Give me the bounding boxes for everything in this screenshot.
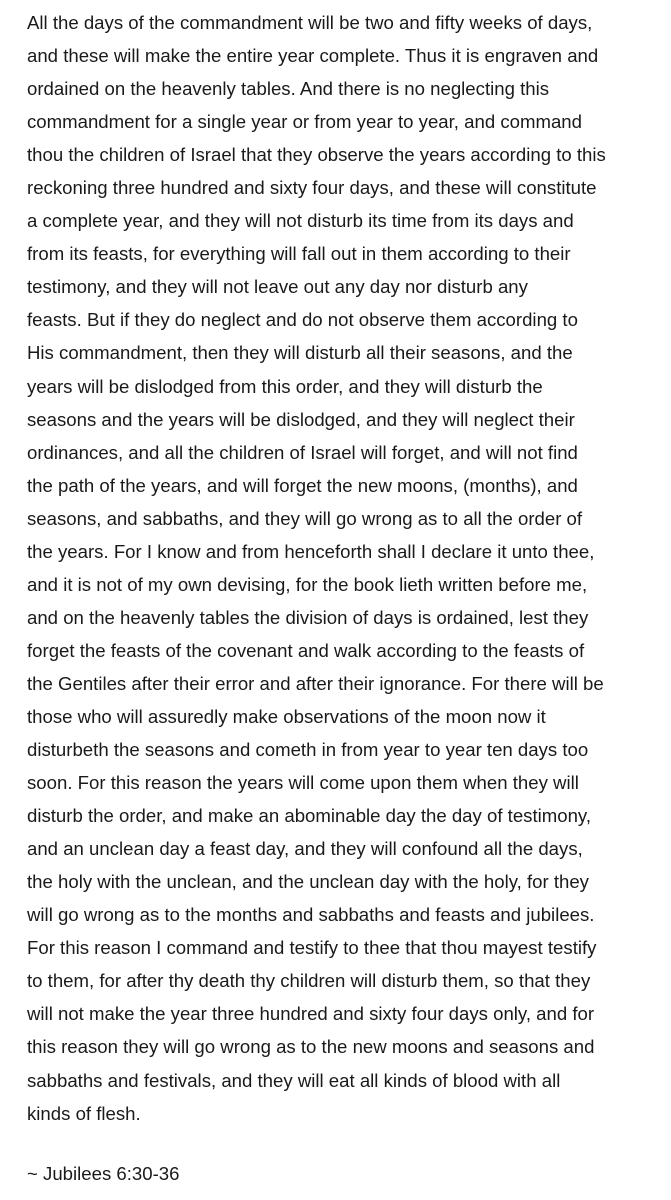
passage-line: thou the children of Israel that they observe the years according to this: [27, 144, 606, 166]
passage-line: commandment for a single year or from year to year, and command: [27, 111, 582, 133]
passage-line: seasons, and sabbaths, and they will go wrong as to all the order of: [27, 507, 583, 529]
passage-line: a complete year, and they will not disturb its time from its days and: [27, 210, 574, 232]
passage-line: For this reason I command and testify to thee that thou mayest testify: [27, 937, 597, 959]
passage-line: His commandment, then they will disturb all their seasons, and the: [27, 342, 573, 364]
passage-line: soon. For this reason the years will come upon them when they will: [27, 772, 579, 794]
passage-line: ordained on the heavenly tables. And there is no neglecting this: [27, 78, 550, 100]
passage-line: years will be dislodged from this order, and they will disturb the: [27, 375, 543, 397]
passage-line: and an unclean day a feast day, and they will confound all the days,: [27, 838, 583, 860]
passage-line: will not make the year three hundred and sixty four days only, and for: [27, 1003, 595, 1025]
passage-line: will go wrong as to the months and sabbaths and feasts and jubilees.: [27, 904, 595, 926]
passage-line: disturb the order, and make an abominable day the day of testimony,: [27, 805, 592, 827]
passage-line: and on the heavenly tables the division of days is ordained, lest they: [27, 606, 589, 628]
passage-line: kinds of flesh.: [27, 1102, 141, 1124]
passage-line: seasons and the years will be dislodged, and they will neglect their: [27, 408, 575, 430]
passage-line: ordinances, and all the children of Israel will forget, and will not find: [27, 441, 578, 463]
passage-line: reckoning three hundred and sixty four days, and these will constitute: [27, 177, 597, 199]
passage-line: disturbeth the seasons and cometh in from year to year ten days too: [27, 739, 589, 761]
passage-line: All the days of the commandment will be two and fifty weeks of days,: [27, 12, 593, 33]
passage-line: to them, for after thy death thy children will disturb them, so that they: [27, 970, 591, 992]
passage-line: from its feasts, for everything will fall out in them according to their: [27, 243, 571, 265]
passage-line: and it is not of my own devising, for the book lieth written before me,: [27, 573, 588, 595]
passage-line: the path of the years, and will forget the new moons, (months), and: [27, 474, 578, 496]
passage-line: those who will assuredly make observations of the moon now it: [27, 705, 546, 727]
passage-line: and these will make the entire year complete. Thus it is engraven and: [27, 45, 599, 67]
scripture-passage: [27, 6, 671, 1130]
document-page: [27, 6, 671, 1190]
passage-line: the years. For I know and from henceforth shall I declare it unto thee,: [27, 540, 595, 562]
passage-line: this reason they will go wrong as to the new moons and seasons and: [27, 1036, 595, 1058]
passage-line: the holy with the unclean, and the unclean day with the holy, for they: [27, 871, 589, 893]
scripture-citation: ~ Jubilees 6:30-36: [27, 1162, 180, 1184]
passage-line: forget the feasts of the covenant and walk according to the feasts of: [27, 639, 585, 661]
passage-line: testimony, and they will not leave out any day nor disturb any: [27, 276, 528, 298]
passage-line: sabbaths and festivals, and they will eat all kinds of blood with all: [27, 1069, 561, 1091]
passage-line: the Gentiles after their error and after their ignorance. For there will be: [27, 672, 604, 694]
passage-line: feasts. But if they do neglect and do not observe them according to: [27, 309, 578, 331]
